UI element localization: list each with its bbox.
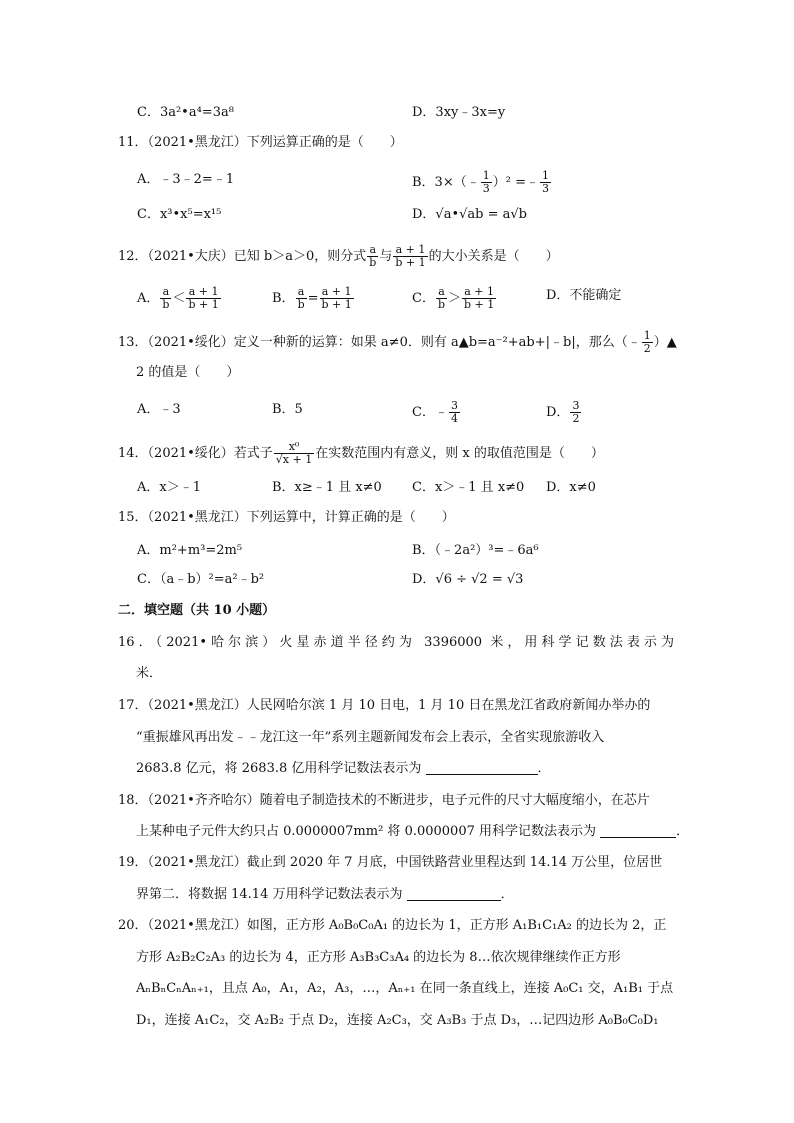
q11-option-b-prefix: B．3×（﹣	[412, 175, 480, 190]
fraction-denominator: b + 1	[464, 298, 495, 311]
fraction-denominator: 3	[541, 182, 549, 195]
option-label: C．	[412, 291, 435, 306]
q12-option-b	[272, 286, 355, 311]
q15-option-b: B．（﹣2a²）³=﹣6a⁶	[412, 543, 539, 558]
fraction-numerator: a	[367, 244, 378, 257]
q20-line4: D₁，连接 A₁C₂，交 A₂B₂ 于点 D₂，连接 A₂C₃，交 A₃B₃ 于点 D₃，…记四边形 A₀B₀C₀D₁	[136, 1013, 659, 1028]
q20-line2: 方形 A₂B₂C₂A₃ 的边长为 4，正方形 A₃B₃C₃A₄ 的边长为 8…依次规律继续作正方形	[136, 950, 621, 965]
q17-line3	[136, 759, 551, 779]
q13-stem-text: 13．（2021•绥化）定义一种新的运算：如果 a≠0．则有 a▲b=a⁻²+ab+|﹣b|，那么（﹣	[118, 335, 641, 350]
q15-option-a: A．m²+m³=2m⁵	[137, 543, 243, 558]
q18-line1: 18．（2021•齐齐哈尔）随着电子制造技术的不断进步，电子元件的尺寸大幅度缩小，在芯片	[118, 793, 650, 808]
relation: ＜	[172, 291, 186, 306]
q12-option-a	[137, 286, 222, 311]
fraction-numerator: a + 1	[186, 286, 220, 299]
q12-stem	[118, 244, 559, 269]
fraction-numerator: 1	[541, 169, 549, 182]
q13-option-c	[412, 400, 461, 425]
fraction-denominator: 2	[643, 342, 651, 355]
fraction-numerator: a + 1	[320, 286, 354, 299]
q18-line2	[136, 822, 689, 842]
q12-stem-prefix: 12．（2021•大庆）已知 b＞a＞0，则分式	[118, 249, 367, 264]
section-heading: 二．填空题（共 10 小题）	[118, 603, 276, 618]
option-prefix: C．﹣	[412, 405, 448, 420]
fraction	[186, 286, 220, 311]
q13-stem-line2: 2 的值是（ ）	[136, 365, 240, 380]
q14-option-a: A．x＞﹣1	[137, 480, 201, 495]
fraction	[320, 286, 354, 311]
q12-option-d: D．不能确定	[546, 288, 622, 303]
fraction-denominator: 4	[450, 412, 458, 425]
fraction-denominator: b + 1	[188, 298, 219, 311]
q20-line1: 20．（2021•黑龙江）如图，正方形 A₀B₀C₀A₁ 的边长为 1，正方形 A₁B₁C₁A₂ 的边长为 2，正	[118, 918, 667, 933]
q11-option-b-fraction-2	[540, 170, 551, 195]
q19-line2-end: ．	[500, 887, 514, 902]
q16-line1: 16．（2021•哈尔滨）火星赤道半径约为 3396000 米，用科学记数法表示为	[118, 635, 674, 650]
fraction-numerator: x⁰	[274, 441, 314, 454]
fraction-denominator: b	[162, 298, 170, 311]
option-label: B．	[272, 291, 295, 306]
q15-stem: 15．（2021•黑龙江）下列运算中，计算正确的是（ ）	[118, 510, 455, 525]
q15-option-c: C．（a﹣b）²=a²﹣b²	[137, 572, 265, 587]
fraction	[296, 286, 307, 311]
relation: ＞	[448, 291, 462, 306]
q13-stem-fraction	[642, 330, 653, 355]
q11-option-b-fraction	[481, 170, 492, 195]
fraction-numerator: 3	[450, 399, 458, 412]
fraction-numerator: a	[160, 286, 171, 299]
fraction-numerator: 1	[482, 169, 490, 182]
fraction-denominator: b + 1	[321, 298, 352, 311]
fraction-denominator: b + 1	[395, 256, 426, 269]
q14-stem-suffix: 在实数范围内有意义，则 x 的取值范围是（ ）	[315, 446, 604, 461]
q20-line3: AₙBₙCₙAₙ₊₁，且点 A₀，A₁，A₂，A₃，…，Aₙ₊₁ 在同一条直线上，连接 A₀C₁ 交，A₁B₁ 于点	[136, 981, 674, 996]
q10-option-c: C．3a²•a⁴=3a⁸	[137, 105, 234, 120]
answer-blank[interactable]	[426, 760, 538, 775]
fraction-denominator: b	[369, 256, 377, 269]
q12-stem-suffix: 的大小关系是（ ）	[428, 249, 559, 264]
fraction-denominator: b	[437, 298, 445, 311]
fraction-numerator: a + 1	[462, 286, 496, 299]
q17-line1: 17．（2021•黑龙江）人民网哈尔滨 1 月 10 日电，1 月 10 日在黑龙江省政府新闻办举办的	[118, 698, 651, 713]
q18-line2-text: 上某种电子元件大约只占 0.0000007mm² 将 0.0000007 用科学记数法表示为	[136, 824, 596, 839]
q14-stem-fraction	[274, 441, 314, 466]
q14-option-d: D．x≠0	[546, 480, 596, 495]
q19-line1: 19．（2021•黑龙江）截止到 2020 年 7 月底，中国铁路营业里程达到 14.14 万公里，位居世	[118, 855, 663, 870]
fraction	[570, 400, 581, 425]
q12-stem-middle: 与	[379, 249, 393, 264]
answer-blank[interactable]	[407, 886, 501, 901]
q13-stem-suffix: ）▲	[653, 335, 677, 350]
q18-line2-end: ．	[676, 824, 690, 839]
fraction-denominator: 2	[572, 412, 580, 425]
q12-stem-fraction-1	[367, 244, 378, 269]
fraction-denominator: b	[297, 298, 305, 311]
q14-stem-prefix: 14．（2021•绥化）若式子	[118, 446, 273, 461]
q11-stem: 11．（2021•黑龙江）下列运算正确的是（ ）	[118, 135, 403, 150]
q17-line2: “重振雄风再出发﹣﹣龙江这一年”系列主题新闻发布会上表示，全省实现旅游收入	[136, 730, 605, 745]
fraction-numerator: a	[296, 286, 307, 299]
q11-option-a: A．﹣3﹣2=﹣1	[137, 172, 235, 187]
q11-option-c: C．x³•x⁵=x¹⁵	[137, 207, 222, 222]
q13-option-b: B．5	[272, 402, 303, 417]
option-prefix: D．	[546, 405, 570, 420]
q11-option-b	[412, 170, 552, 195]
fraction-numerator: a + 1	[393, 244, 427, 257]
option-label: A．	[137, 291, 160, 306]
q19-line2-text: 界第二．将数据 14.14 万用科学记数法表示为	[136, 887, 403, 902]
fraction-denominator: √x + 1	[275, 453, 313, 466]
fraction	[160, 286, 171, 311]
fraction-denominator: 3	[482, 182, 490, 195]
q13-option-a: A．﹣3	[137, 402, 181, 417]
q14-stem	[118, 441, 604, 466]
fraction-numerator: 3	[572, 399, 580, 412]
q12-option-c	[412, 286, 497, 311]
fraction-numerator: a	[436, 286, 447, 299]
q16-line2: 米．	[136, 666, 163, 681]
q10-option-d: D．3xy﹣3x=y	[412, 105, 506, 120]
q14-option-c: C．x＞﹣1 且 x≠0	[412, 480, 525, 495]
fraction-numerator: 1	[643, 329, 651, 342]
q13-option-d	[546, 400, 582, 425]
q17-line3-end: ．	[537, 761, 551, 776]
relation: =	[307, 291, 319, 306]
q17-line3-text: 2683.8 亿元，将 2683.8 亿用科学记数法表示为	[136, 761, 422, 776]
q11-option-b-middle: ）² =﹣	[492, 175, 539, 190]
q11-option-d: D．√a•√ab = a√b	[412, 207, 527, 222]
fraction	[462, 286, 496, 311]
answer-blank[interactable]	[600, 823, 676, 838]
q14-option-b: B．x≥﹣1 且 x≠0	[272, 480, 382, 495]
q13-stem	[118, 330, 677, 355]
fraction	[436, 286, 447, 311]
q19-line2	[136, 885, 514, 905]
q12-stem-fraction-2	[393, 244, 427, 269]
q15-option-d: D．√6 ÷ √2 = √3	[412, 572, 524, 587]
fraction	[449, 400, 460, 425]
